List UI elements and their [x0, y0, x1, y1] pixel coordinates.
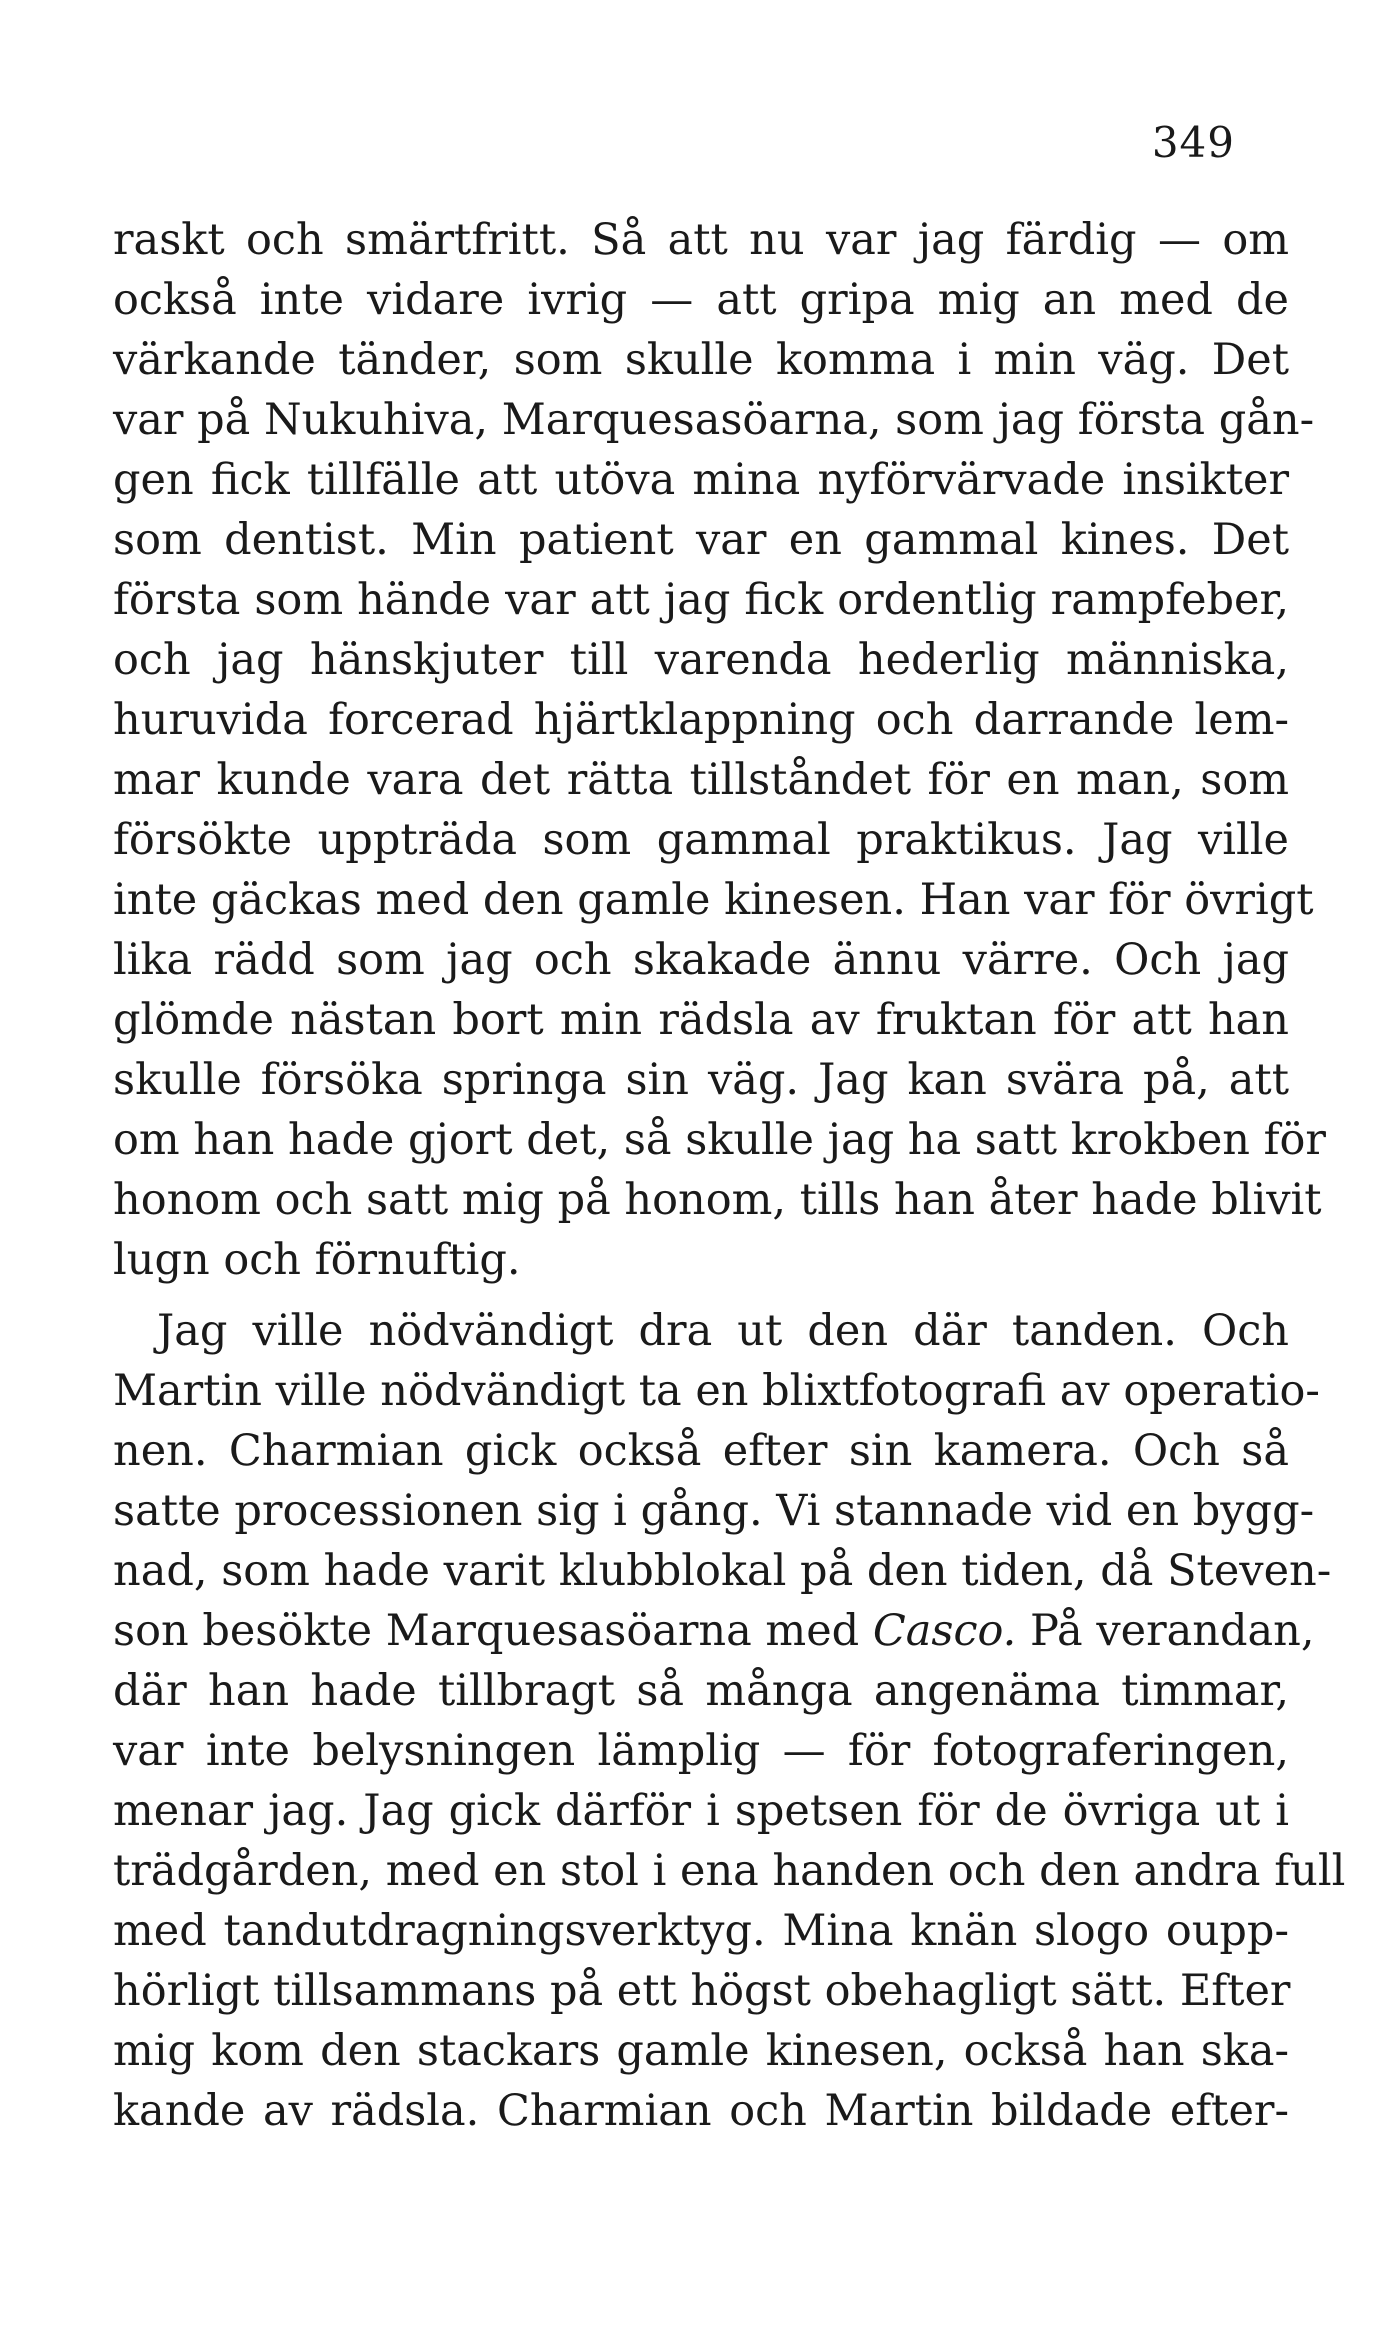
text-line: raskt och smärtfritt. Så att nu var jag färdig — om	[113, 215, 1289, 265]
paragraph-2	[113, 1301, 1346, 2141]
text-line: lika rädd som jag och skakade ännu värre. Och jag	[113, 935, 1289, 985]
text-line: var inte belysningen lämplig — för fotograferingen,	[113, 1726, 1289, 1776]
page-number: 349	[1151, 118, 1235, 167]
text-line: också inte vidare ivrig — att gripa mig an med de	[113, 275, 1289, 325]
text-line: nen. Charmian gick också efter sin kamera. Och så	[113, 1426, 1289, 1476]
text-line: försökte uppträda som gammal praktikus. Jag ville	[113, 815, 1289, 865]
text-line: som dentist. Min patient var en gammal kines. Det	[113, 515, 1289, 565]
text-line: Martin ville nödvändigt ta en blixtfotografi av operatio-	[113, 1366, 1320, 1416]
text-line: honom och satt mig på honom, tills han åter hade blivit	[113, 1175, 1322, 1225]
text-line: första som hände var att jag fick ordentlig rampfeber,	[113, 575, 1289, 625]
text-line: om han hade gjort det, så skulle jag ha satt krokben för	[113, 1115, 1326, 1165]
text-line: trädgården, med en stol i ena handen och den andra full	[113, 1846, 1346, 1896]
text-line: hörligt tillsammans på ett högst obehagligt sätt. Efter	[113, 1966, 1291, 2016]
ship-name: Casco.	[872, 1606, 1017, 1656]
text-segment: son besökte Marquesasöarna med	[113, 1606, 873, 1656]
text-segment: På verandan,	[1016, 1606, 1315, 1656]
text-line: och jag hänskjuter till varenda hederlig människa,	[113, 635, 1289, 685]
text-line: värkande tänder, som skulle komma i min väg. Det	[113, 335, 1289, 385]
text-line: huruvida forcerad hjärtklappning och darrande lem-	[113, 695, 1289, 745]
text-line: gen fick tillfälle att utöva mina nyförvärvade insikter	[113, 455, 1289, 505]
text-line: inte gäckas med den gamle kinesen. Han var för övrigt	[113, 875, 1314, 925]
text-line: satte processionen sig i gång. Vi stannade vid en bygg-	[113, 1486, 1315, 1536]
body-text	[113, 210, 1346, 2141]
text-line: med tandutdragningsverktyg. Mina knän slogo oupp-	[113, 1906, 1289, 1956]
text-line: menar jag. Jag gick därför i spetsen för de övriga ut i	[113, 1786, 1289, 1836]
text-line: nad, som hade varit klubblokal på den tiden, då Steven-	[113, 1546, 1332, 1596]
text-line	[113, 1601, 1315, 1661]
paragraph-1	[113, 210, 1326, 1290]
text-line: kande av rädsla. Charmian och Martin bildade efter-	[113, 2086, 1289, 2136]
text-line: var på Nukuhiva, Marquesasöarna, som jag första gån-	[113, 395, 1315, 445]
text-line: mig kom den stackars gamle kinesen, också han ska-	[113, 2026, 1289, 2076]
text-line: där han hade tillbragt så många angenäma timmar,	[113, 1666, 1289, 1716]
text-line: skulle försöka springa sin väg. Jag kan svära på, att	[113, 1055, 1289, 1105]
text-line: Jag ville nödvändigt dra ut den där tanden. Och	[157, 1306, 1289, 1356]
text-line: glömde nästan bort min rädsla av fruktan för att han	[113, 995, 1289, 1045]
text-line: lugn och förnuftig.	[113, 1235, 521, 1285]
text-line: mar kunde vara det rätta tillståndet för en man, som	[113, 755, 1289, 805]
